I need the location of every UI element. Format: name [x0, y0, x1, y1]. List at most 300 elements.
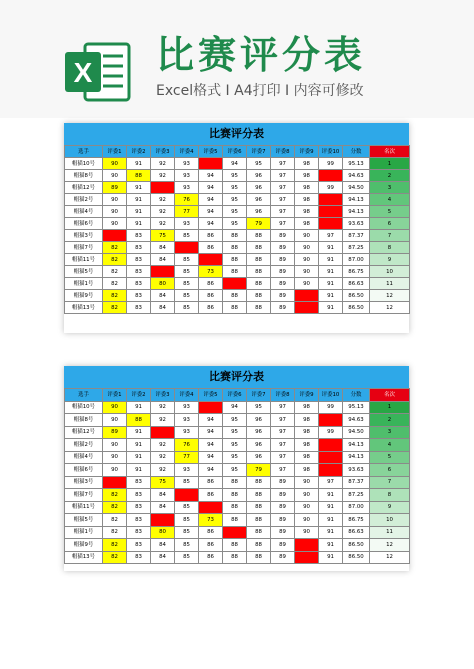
score-cell: 92 [151, 401, 175, 414]
rank-cell: 9 [370, 501, 410, 514]
score-cell: 91 [319, 290, 343, 302]
score-cell: 91 [127, 451, 151, 464]
score-cell: 83 [127, 290, 151, 302]
contestant-name-cell: 帽猫10号 [65, 401, 103, 414]
contestant-name-cell: 帽猫8号 [65, 170, 103, 182]
score-cell: 85 [175, 551, 199, 564]
score-cell: 90 [103, 218, 127, 230]
page-subtitle: Excel格式 I A4打印 I 内容可修改 [156, 83, 364, 99]
total-score-cell: 86.75 [343, 266, 370, 278]
rank-cell: 4 [370, 439, 410, 452]
table-row [65, 278, 410, 290]
score-cell: 92 [151, 414, 175, 427]
score-cell: 94 [199, 218, 223, 230]
score-cell: 97 [271, 439, 295, 452]
score-cell: 89 [103, 426, 127, 439]
total-score-cell: 94.13 [343, 206, 370, 218]
score-cell: 97 [271, 170, 295, 182]
score-cell: 93 [175, 426, 199, 439]
contestant-name-cell: 帽猫11号 [65, 501, 103, 514]
score-cell: 98 [295, 194, 319, 206]
score-cell: 97 [271, 401, 295, 414]
score-cell: 95 [223, 439, 247, 452]
score-cell: 98 [295, 206, 319, 218]
score-cell: 93 [175, 158, 199, 170]
score-cell: 95 [223, 451, 247, 464]
table-row [65, 551, 410, 564]
score-cell: 91 [127, 464, 151, 477]
score-cell: 99 [295, 551, 319, 564]
rank-cell: 2 [370, 170, 410, 182]
score-cell: 76 [175, 194, 199, 206]
score-cell: 91 [127, 182, 151, 194]
score-cell: 88 [223, 230, 247, 242]
score-cell: 88 [223, 302, 247, 314]
score-cell: 88 [223, 266, 247, 278]
score-cell: 96 [247, 439, 271, 452]
rank-cell: 7 [370, 476, 410, 489]
score-cell: 92 [151, 218, 175, 230]
rank-cell: 5 [370, 206, 410, 218]
score-cell: 73 [199, 266, 223, 278]
score-cell: 96 [247, 170, 271, 182]
table-row [65, 230, 410, 242]
score-cell: 85 [175, 476, 199, 489]
score-cell: 94 [199, 206, 223, 218]
table-row [65, 514, 410, 527]
rank-cell: 2 [370, 414, 410, 427]
score-cell: 96 [247, 426, 271, 439]
total-score-cell: 86.50 [343, 551, 370, 564]
score-cell: 84 [151, 551, 175, 564]
score-cell: 89 [271, 278, 295, 290]
score-cell: 90 [295, 242, 319, 254]
score-cell: 90 [295, 476, 319, 489]
score-cell: 95 [199, 254, 223, 266]
score-cell: 85 [175, 278, 199, 290]
contestant-name-cell: 帽猫3号 [65, 230, 103, 242]
total-score-cell: 94.63 [343, 414, 370, 427]
score-cell: 95 [199, 501, 223, 514]
score-cell: 99 [319, 158, 343, 170]
score-cell: 90 [295, 266, 319, 278]
table-row [65, 290, 410, 302]
score-cell: 95 [223, 194, 247, 206]
score-cell: 86 [199, 551, 223, 564]
score-cell: 90 [295, 278, 319, 290]
score-cell: 91 [319, 526, 343, 539]
score-cell: 91 [319, 539, 343, 552]
col-header-judge: 评委4 [175, 146, 199, 158]
col-header-rank: 名次 [370, 389, 410, 402]
table-row [65, 414, 410, 427]
total-score-cell: 94.63 [343, 170, 370, 182]
score-cell: 98 [295, 439, 319, 452]
score-cell: 88 [127, 170, 151, 182]
score-cell: 93 [175, 182, 199, 194]
contestant-name-cell: 帽猫10号 [65, 158, 103, 170]
contestant-name-cell: 帽猫9号 [65, 539, 103, 552]
sheet-title: 比赛评分表 [64, 123, 409, 145]
col-header-judge: 评委8 [271, 146, 295, 158]
score-cell: 82 [103, 526, 127, 539]
score-cell: 88 [247, 266, 271, 278]
table-row [65, 489, 410, 502]
score-cell: 98 [295, 170, 319, 182]
contestant-name-cell: 帽猫2号 [65, 439, 103, 452]
score-cell: 88 [223, 514, 247, 527]
score-cell: 94 [199, 414, 223, 427]
col-header-contestant: 选手 [65, 389, 103, 402]
score-cell: 88 [247, 489, 271, 502]
score-cell: 86 [199, 230, 223, 242]
total-score-cell: 86.50 [343, 302, 370, 314]
total-score-cell: 87.25 [343, 489, 370, 502]
score-cell: 91 [319, 514, 343, 527]
score-cell: 96 [247, 194, 271, 206]
score-cell: 99 [319, 451, 343, 464]
contestant-name-cell: 帽猫1号 [65, 278, 103, 290]
score-cell: 97 [319, 476, 343, 489]
score-cell: 83 [127, 551, 151, 564]
score-cell: 83 [127, 476, 151, 489]
score-cell: 99 [319, 401, 343, 414]
col-header-judge: 评委1 [103, 146, 127, 158]
col-header-judge: 评委3 [151, 389, 175, 402]
table-row [65, 476, 410, 489]
total-score-cell: 86.50 [343, 290, 370, 302]
rank-cell: 10 [370, 266, 410, 278]
score-cell: 92 [151, 194, 175, 206]
score-cell: 86 [199, 278, 223, 290]
score-cell: 95 [223, 206, 247, 218]
score-cell: 86 [199, 526, 223, 539]
score-cell: 100 [199, 158, 223, 170]
score-cell: 89 [271, 266, 295, 278]
score-cell: 97 [271, 426, 295, 439]
col-header-judge: 评委10 [319, 146, 343, 158]
score-cell: 83 [127, 514, 151, 527]
contestant-name-cell: 帽猫8号 [65, 414, 103, 427]
score-cell: 95 [223, 278, 247, 290]
col-header-judge: 评委9 [295, 389, 319, 402]
contestant-name-cell: 帽猫4号 [65, 206, 103, 218]
score-cell: 99 [319, 218, 343, 230]
score-table [64, 145, 410, 314]
score-cell: 83 [127, 254, 151, 266]
score-cell: 91 [319, 254, 343, 266]
score-cell: 77 [175, 451, 199, 464]
score-cell: 91 [319, 278, 343, 290]
contestant-name-cell: 帽猫13号 [65, 551, 103, 564]
contestant-name-cell: 帽猫6号 [65, 464, 103, 477]
score-cell: 92 [151, 170, 175, 182]
score-cell: 85 [175, 526, 199, 539]
total-score-cell: 94.50 [343, 426, 370, 439]
total-score-cell: 86.50 [343, 539, 370, 552]
contestant-name-cell: 帽猫12号 [65, 182, 103, 194]
score-cell: 85 [175, 539, 199, 552]
table-row [65, 242, 410, 254]
score-cell: 97 [271, 218, 295, 230]
score-cell: 89 [271, 290, 295, 302]
score-cell: 99 [319, 206, 343, 218]
score-cell: 90 [103, 230, 127, 242]
score-cell: 90 [295, 230, 319, 242]
score-cell: 98 [295, 426, 319, 439]
score-cell: 92 [151, 206, 175, 218]
score-cell: 86 [199, 302, 223, 314]
contestant-name-cell: 帽猫9号 [65, 290, 103, 302]
total-score-cell: 87.25 [343, 242, 370, 254]
score-cell: 89 [271, 551, 295, 564]
score-cell: 85 [175, 290, 199, 302]
score-cell: 80 [151, 278, 175, 290]
rank-cell: 12 [370, 290, 410, 302]
total-score-cell: 87.37 [343, 230, 370, 242]
score-cell: 88 [223, 551, 247, 564]
score-cell: 91 [319, 501, 343, 514]
rank-cell: 12 [370, 551, 410, 564]
contestant-name-cell: 帽猫13号 [65, 302, 103, 314]
score-cell: 93 [175, 401, 199, 414]
contestant-name-cell: 帽猫7号 [65, 242, 103, 254]
score-cell: 82 [103, 302, 127, 314]
score-cell: 99 [295, 302, 319, 314]
score-cell: 95 [223, 426, 247, 439]
rank-cell: 7 [370, 230, 410, 242]
score-cell: 90 [295, 489, 319, 502]
score-cell: 91 [319, 551, 343, 564]
rank-cell: 1 [370, 158, 410, 170]
score-cell: 84 [151, 302, 175, 314]
score-cell: 97 [319, 230, 343, 242]
score-cell: 84 [151, 539, 175, 552]
score-cell: 91 [127, 158, 151, 170]
score-cell: 90 [103, 194, 127, 206]
score-cell: 88 [223, 501, 247, 514]
score-cell: 90 [103, 476, 127, 489]
score-cell: 98 [295, 451, 319, 464]
score-cell: 76 [175, 439, 199, 452]
score-cell: 96 [247, 206, 271, 218]
score-cell: 89 [271, 539, 295, 552]
total-score-cell: 94.50 [343, 182, 370, 194]
score-cell: 100 [199, 401, 223, 414]
score-cell: 88 [247, 254, 271, 266]
score-cell: 97 [271, 451, 295, 464]
total-score-cell: 87.37 [343, 476, 370, 489]
score-cell: 94 [199, 451, 223, 464]
col-header-judge: 评委5 [199, 389, 223, 402]
score-cell: 96 [247, 182, 271, 194]
col-header-contestant: 选手 [65, 146, 103, 158]
score-cell: 88 [247, 242, 271, 254]
score-cell: 89 [271, 242, 295, 254]
score-cell: 95 [223, 218, 247, 230]
rank-cell: 1 [370, 401, 410, 414]
contestant-name-cell: 帽猫2号 [65, 194, 103, 206]
score-cell: 98 [295, 218, 319, 230]
table-row [65, 254, 410, 266]
table-row [65, 451, 410, 464]
col-header-rank: 名次 [370, 146, 410, 158]
score-cell: 84 [151, 290, 175, 302]
contestant-name-cell: 帽猫4号 [65, 451, 103, 464]
score-cell: 94 [199, 426, 223, 439]
rank-cell: 12 [370, 539, 410, 552]
page-title: 比赛评分表 [156, 33, 367, 77]
total-score-cell: 94.13 [343, 194, 370, 206]
score-cell: 90 [103, 401, 127, 414]
table-row [65, 501, 410, 514]
score-cell: 91 [295, 290, 319, 302]
score-cell: 90 [103, 206, 127, 218]
score-cell: 88 [247, 514, 271, 527]
score-cell: 85 [175, 242, 199, 254]
banner [0, 0, 474, 118]
rank-cell: 6 [370, 464, 410, 477]
score-cell: 99 [319, 426, 343, 439]
score-cell: 83 [127, 302, 151, 314]
score-cell: 75 [151, 476, 175, 489]
score-cell: 85 [175, 266, 199, 278]
score-cell: 89 [271, 489, 295, 502]
col-header-judge: 评委6 [223, 146, 247, 158]
score-cell: 88 [127, 414, 151, 427]
contestant-name-cell: 帽猫5号 [65, 514, 103, 527]
rank-cell: 8 [370, 242, 410, 254]
score-cell: 95 [223, 464, 247, 477]
score-cell: 86 [199, 242, 223, 254]
score-cell: 99 [319, 464, 343, 477]
rank-cell: 4 [370, 194, 410, 206]
score-cell: 82 [103, 489, 127, 502]
score-cell: 77 [175, 206, 199, 218]
contestant-name-cell: 帽猫6号 [65, 218, 103, 230]
score-cell: 82 [103, 551, 127, 564]
score-cell: 86 [199, 290, 223, 302]
score-cell: 82 [103, 290, 127, 302]
total-score-cell: 93.63 [343, 218, 370, 230]
score-cell: 97 [271, 182, 295, 194]
col-header-judge: 评委5 [199, 146, 223, 158]
table-row [65, 526, 410, 539]
score-cell: 97 [271, 414, 295, 427]
score-cell: 84 [151, 242, 175, 254]
score-cell: 88 [247, 551, 271, 564]
score-cell: 80 [151, 526, 175, 539]
score-cell: 97 [271, 194, 295, 206]
score-cell: 98 [295, 414, 319, 427]
col-header-judge: 评委2 [127, 146, 151, 158]
score-cell: 95 [223, 170, 247, 182]
score-cell: 92 [151, 158, 175, 170]
score-cell: 85 [175, 501, 199, 514]
table-row [65, 439, 410, 452]
score-cell: 99 [319, 439, 343, 452]
score-cell: 86 [199, 489, 223, 502]
total-score-cell: 95.13 [343, 158, 370, 170]
rank-cell: 5 [370, 451, 410, 464]
score-cell: 82 [103, 539, 127, 552]
total-score-cell: 87.00 [343, 501, 370, 514]
score-cell: 90 [295, 526, 319, 539]
score-cell: 83 [127, 539, 151, 552]
score-cell: 88 [223, 539, 247, 552]
rank-cell: 10 [370, 514, 410, 527]
total-score-cell: 93.63 [343, 464, 370, 477]
score-cell: 95 [223, 414, 247, 427]
score-cell: 90 [103, 158, 127, 170]
score-cell: 90 [103, 439, 127, 452]
rank-cell: 8 [370, 489, 410, 502]
col-header-judge: 评委9 [295, 146, 319, 158]
score-cell: 95 [247, 401, 271, 414]
score-cell: 83 [127, 266, 151, 278]
score-cell: 93 [175, 170, 199, 182]
col-header-score: 分数 [343, 389, 370, 402]
col-header-judge: 评委8 [271, 389, 295, 402]
col-header-score: 分数 [343, 146, 370, 158]
score-cell: 97 [271, 464, 295, 477]
rank-cell: 3 [370, 182, 410, 194]
rank-cell: 11 [370, 278, 410, 290]
score-cell: 79 [247, 218, 271, 230]
rank-cell: 9 [370, 254, 410, 266]
score-cell: 88 [247, 476, 271, 489]
score-cell: 90 [295, 254, 319, 266]
col-header-judge: 评委3 [151, 146, 175, 158]
score-cell: 91 [127, 194, 151, 206]
col-header-judge: 评委7 [247, 146, 271, 158]
contestant-name-cell: 帽猫1号 [65, 526, 103, 539]
table-row [65, 266, 410, 278]
table-row [65, 401, 410, 414]
score-cell: 84 [151, 489, 175, 502]
score-cell: 88 [247, 526, 271, 539]
score-cell: 88 [223, 290, 247, 302]
svg-text:X: X [73, 57, 93, 88]
score-cell: 90 [295, 501, 319, 514]
col-header-judge: 评委2 [127, 389, 151, 402]
table-row [65, 464, 410, 477]
score-cell: 88 [247, 501, 271, 514]
table-header-row [65, 146, 410, 158]
score-cell: 83 [127, 501, 151, 514]
score-sheet-2 [64, 366, 409, 571]
score-cell: 89 [271, 526, 295, 539]
total-score-cell: 87.00 [343, 254, 370, 266]
score-cell: 91 [127, 206, 151, 218]
score-cell: 91 [127, 439, 151, 452]
contestant-name-cell: 帽猫7号 [65, 489, 103, 502]
table-row [65, 182, 410, 194]
score-cell: 93 [175, 218, 199, 230]
table-row [65, 158, 410, 170]
total-score-cell: 94.13 [343, 451, 370, 464]
score-cell: 93 [175, 414, 199, 427]
score-cell: 99 [319, 182, 343, 194]
score-cell: 94 [199, 182, 223, 194]
score-cell: 82 [103, 514, 127, 527]
score-cell: 93 [175, 464, 199, 477]
score-cell: 85 [175, 489, 199, 502]
score-cell: 88 [223, 254, 247, 266]
score-cell: 83 [127, 230, 151, 242]
score-cell: 89 [271, 501, 295, 514]
table-row [65, 206, 410, 218]
